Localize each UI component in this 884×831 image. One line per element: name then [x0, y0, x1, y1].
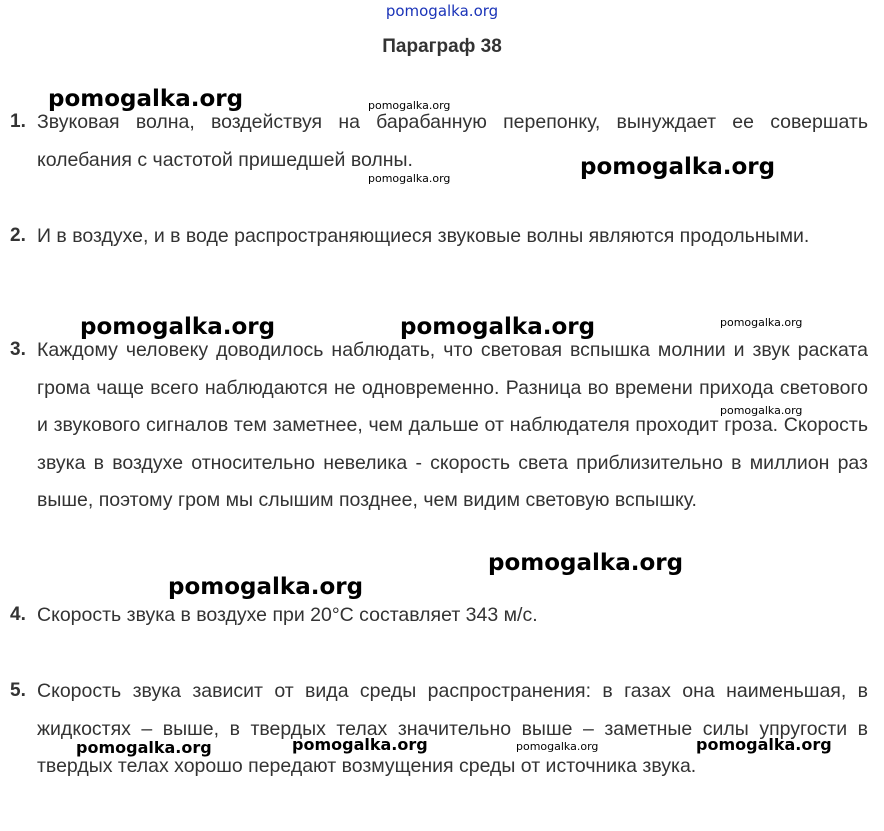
item-number: 2. — [10, 225, 26, 246]
watermark: pomogalka.org — [292, 735, 428, 754]
item-text: Звуковая волна, воздействуя на барабанную перепонку, вынуждает ее совершать колебания с частотой пришедшей волны. — [37, 111, 868, 171]
item-number: 3. — [10, 339, 26, 360]
watermark: pomogalka.org — [696, 735, 832, 754]
list-item — [10, 673, 868, 786]
watermark: pomogalka.org — [720, 316, 803, 329]
site-link[interactable]: pomogalka.org — [385, 2, 499, 20]
item-number: 4. — [10, 604, 26, 625]
item-number: 1. — [10, 111, 26, 132]
page-title: Параграф 38 — [382, 36, 502, 57]
watermark: pomogalka.org — [168, 574, 364, 600]
watermark: pomogalka.org — [76, 738, 212, 757]
watermark: pomogalka.org — [80, 314, 276, 340]
list-item — [10, 332, 868, 520]
item-text: Скорость звука зависит от вида среды распространения: в газах она наименьшая, в жидкостях – выше, в твердых телах значительно выше – заметные силы упругости в твердых телах хорошо передают возмущения среды от источника звука. — [37, 680, 868, 777]
watermark: pomogalka.org — [516, 740, 599, 753]
item-number: 5. — [10, 680, 26, 701]
list-item — [10, 218, 868, 256]
watermark: pomogalka.org — [580, 154, 776, 180]
item-text: Скорость звука в воздухе при 20°С составляет 343 м/с. — [37, 604, 538, 626]
watermark: pomogalka.org — [400, 314, 596, 340]
list-item — [10, 597, 868, 635]
watermark: pomogalka.org — [368, 172, 451, 185]
watermark: pomogalka.org — [368, 99, 451, 112]
watermark: pomogalka.org — [720, 404, 803, 417]
watermark: pomogalka.org — [48, 86, 244, 112]
watermark: pomogalka.org — [488, 550, 684, 576]
item-text: Каждому человеку доводилось наблюдать, что световая вспышка молнии и звук раската грома чаще всего наблюдаются не одновременно. Разница во времени прихода светового и звукового сигналов тем заметнее, чем дальше от наблюдателя проходит гроза. Скорость звука в воздухе относительно невелика - скорость света приблизительно в миллион раз выше, поэтому гром мы слышим позднее, чем видим световую вспышку. — [37, 339, 868, 511]
item-text: И в воздухе, и в воде распространяющиеся звуковые волны являются продольными. — [37, 225, 810, 247]
